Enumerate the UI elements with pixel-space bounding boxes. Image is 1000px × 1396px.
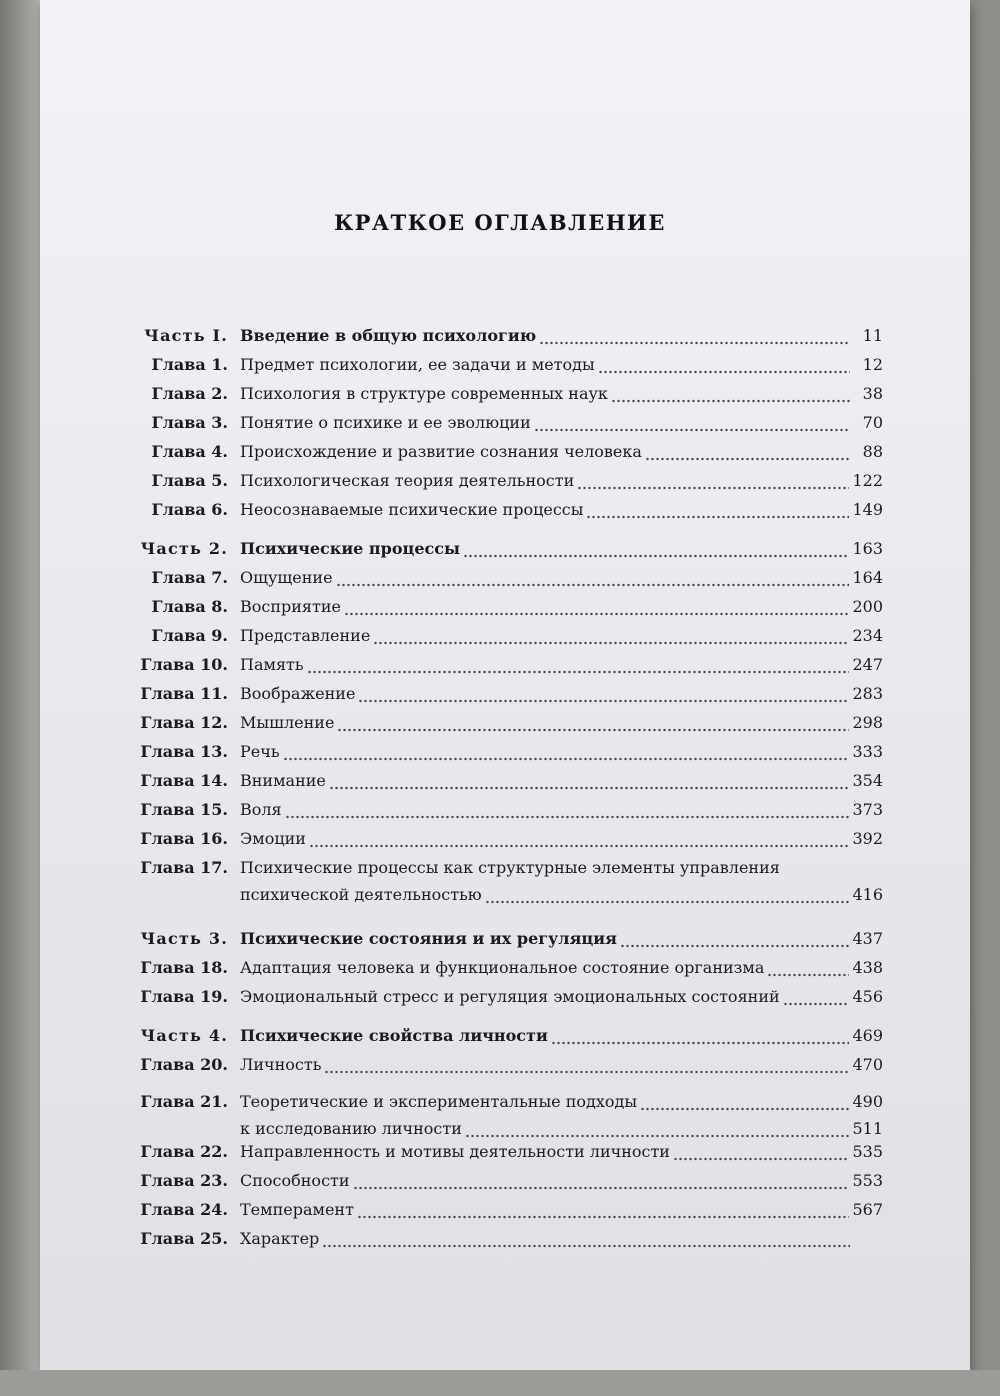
toc-chapter-row [0, 769, 883, 793]
chapter-title: Представление [240, 626, 371, 645]
chapter-number: Глава 24. [140, 1200, 228, 1219]
part-number: Часть 4. [140, 1026, 228, 1045]
chapter-number: Глава 14. [140, 771, 228, 790]
chapter-title: Память [240, 655, 304, 674]
toc-chapter-row [0, 382, 883, 406]
dot-leader [767, 956, 849, 980]
chapter-title: Понятие о психике и ее эволюции [240, 413, 531, 432]
dot-leader [307, 653, 850, 677]
page-number: 122 [852, 471, 883, 490]
dot-leader [598, 353, 850, 377]
toc-chapter-row [0, 566, 883, 590]
dot-leader [309, 827, 850, 851]
page-number: 438 [852, 958, 883, 977]
chapter-number: Глава 17. [140, 858, 228, 877]
chapter-title: Неосознаваемые психические процессы [240, 500, 584, 519]
dot-leader [551, 1024, 850, 1048]
toc-chapter-row [0, 595, 883, 619]
toc-chapter-row [0, 1090, 883, 1114]
chapter-number: Глава 22. [140, 1142, 228, 1161]
part-title: Психические свойства личности [240, 1026, 548, 1045]
page-number: 470 [852, 1055, 883, 1074]
dot-leader [344, 595, 849, 619]
chapter-title: Темперамент [240, 1200, 354, 1219]
dot-leader [329, 769, 850, 793]
chapter-number: Глава 10. [140, 655, 228, 674]
chapter-title: Предмет психологии, ее задачи и методы [240, 355, 595, 374]
chapter-title: Направленность и мотивы деятельности личности [240, 1142, 670, 1161]
chapter-title: Характер [240, 1229, 320, 1248]
page-number: 12 [862, 355, 883, 374]
part-number: Часть I. [144, 326, 228, 345]
toc-chapter-row [0, 985, 883, 1009]
chapter-number: Глава 2. [151, 384, 228, 403]
toc-chapter-row [0, 1053, 883, 1077]
chapter-number: Глава 19. [140, 987, 228, 1006]
page-number: 456 [852, 987, 883, 1006]
page-number: 490 [852, 1092, 883, 1111]
dot-leader [539, 324, 850, 348]
chapter-number: Глава 21. [140, 1092, 228, 1111]
page-number: 164 [852, 568, 883, 587]
dot-leader [611, 382, 850, 406]
toc-chapter-row [0, 740, 883, 764]
page-number: 70 [862, 413, 883, 432]
part-title: Введение в общую психологию [240, 326, 537, 345]
toc-chapter-row [0, 1227, 883, 1251]
chapter-title: Психологическая теория деятельности [240, 471, 575, 490]
toc-part-row [0, 927, 883, 951]
chapter-title: Внимание [240, 771, 326, 790]
chapter-title: Теоретические и экспериментальные подходы [240, 1092, 638, 1111]
dot-leader [463, 537, 849, 561]
chapter-title-continued: психической деятельностью [240, 885, 482, 904]
toc-chapter-row [0, 956, 883, 980]
chapter-number: Глава 11. [140, 684, 228, 703]
dot-leader [283, 740, 850, 764]
chapter-number: Глава 4. [151, 442, 228, 461]
dot-leader [357, 1198, 850, 1222]
dot-leader [336, 566, 850, 590]
dot-leader [640, 1090, 849, 1114]
chapter-title: Психология в структуре современных наук [240, 384, 608, 403]
chapter-title: Личность [240, 1055, 322, 1074]
dot-leader [586, 498, 849, 522]
page-number: 373 [852, 800, 883, 819]
toc-chapter-row [0, 1198, 883, 1222]
chapter-title: Эмоции [240, 829, 306, 848]
page-number: 149 [852, 500, 883, 519]
page-number [853, 1227, 883, 1251]
chapter-title: Эмоциональный стресс и регуляция эмоциональных состояний [240, 987, 780, 1006]
chapter-number: Глава 1. [151, 355, 228, 374]
dot-leader [485, 883, 850, 907]
chapter-title: Психические процессы как структурные элементы управления [240, 858, 780, 877]
chapter-number: Глава 9. [151, 626, 228, 645]
chapter-number: Глава 5. [151, 471, 228, 490]
page-number: 511 [852, 1119, 883, 1138]
chapter-title: Воля [240, 800, 282, 819]
toc-part-row [0, 324, 883, 348]
toc-chapter-row [0, 856, 883, 880]
page-number: 567 [852, 1200, 883, 1219]
page-number: 553 [852, 1171, 883, 1190]
dot-leader [577, 469, 849, 493]
chapter-number: Глава 12. [140, 713, 228, 732]
dot-leader [322, 1227, 850, 1251]
page-number: 200 [852, 597, 883, 616]
toc-chapter-row [0, 411, 883, 435]
part-title: Психические состояния и их регуляция [240, 929, 617, 948]
page-number: 354 [852, 771, 883, 790]
dot-leader [353, 1169, 850, 1193]
dot-leader [673, 1140, 849, 1164]
toc-part-row [0, 537, 883, 561]
dot-leader [534, 411, 850, 435]
chapter-title: Адаптация человека и функциональное состояние организма [240, 958, 765, 977]
toc-part-row [0, 1024, 883, 1048]
toc-chapter-row [0, 1140, 883, 1164]
toc-chapter-row [0, 440, 883, 464]
toc-chapter-row [0, 1169, 883, 1193]
part-title: Психические процессы [240, 539, 461, 558]
chapter-title: Речь [240, 742, 280, 761]
chapter-number: Глава 20. [140, 1055, 228, 1074]
dot-leader [645, 440, 850, 464]
chapter-title: Происхождение и развитие сознания человека [240, 442, 642, 461]
chapter-number: Глава 3. [151, 413, 228, 432]
chapter-title: Способности [240, 1171, 350, 1190]
dot-leader [337, 711, 849, 735]
chapter-number: Глава 18. [140, 958, 228, 977]
page-number: 247 [852, 655, 883, 674]
page-number: 469 [852, 1026, 883, 1045]
toc-chapter-row [0, 827, 883, 851]
page-number: 11 [862, 326, 883, 345]
chapter-title-continued: к исследованию личности [240, 1119, 462, 1138]
toc-chapter-row [0, 498, 883, 522]
toc-chapter-row [0, 469, 883, 493]
chapter-title: Воображение [240, 684, 356, 703]
chapter-number: Глава 6. [151, 500, 228, 519]
part-number: Часть 3. [140, 929, 228, 948]
chapter-title: Мышление [240, 713, 335, 732]
dot-leader [620, 927, 850, 951]
page-number: 392 [852, 829, 883, 848]
page-number: 298 [852, 713, 883, 732]
dot-leader [373, 624, 849, 648]
chapter-title: Ощущение [240, 568, 333, 587]
page-number: 283 [852, 684, 883, 703]
dot-leader [783, 985, 850, 1009]
page-number: 234 [852, 626, 883, 645]
toc-chapter-row [0, 653, 883, 677]
page-number: 535 [852, 1142, 883, 1161]
page-number: 437 [852, 929, 883, 948]
toc-chapter-row-continuation [0, 1117, 883, 1141]
toc-chapter-row [0, 798, 883, 822]
toc-chapter-row-continuation [0, 883, 883, 907]
page-title: КРАТКОЕ ОГЛАВЛЕНИЕ [334, 210, 666, 236]
chapter-number: Глава 13. [140, 742, 228, 761]
dot-leader [324, 1053, 849, 1077]
page-number: 333 [852, 742, 883, 761]
chapter-number: Глава 23. [140, 1171, 228, 1190]
chapter-number: Глава 8. [151, 597, 228, 616]
page-number: 163 [852, 539, 883, 558]
toc-chapter-row [0, 711, 883, 735]
chapter-number: Глава 7. [151, 568, 228, 587]
chapter-number: Глава 16. [140, 829, 228, 848]
toc-chapter-row [0, 353, 883, 377]
chapter-number: Глава 15. [140, 800, 228, 819]
dot-leader [465, 1117, 850, 1141]
page-number: 416 [852, 885, 883, 904]
part-number: Часть 2. [140, 539, 228, 558]
chapter-title: Восприятие [240, 597, 341, 616]
dot-leader [358, 682, 849, 706]
toc-chapter-row [0, 682, 883, 706]
page-number: 88 [862, 442, 883, 461]
toc-chapter-row [0, 624, 883, 648]
page-number: 38 [862, 384, 883, 403]
chapter-number: Глава 25. [140, 1229, 228, 1248]
dot-leader [285, 798, 850, 822]
